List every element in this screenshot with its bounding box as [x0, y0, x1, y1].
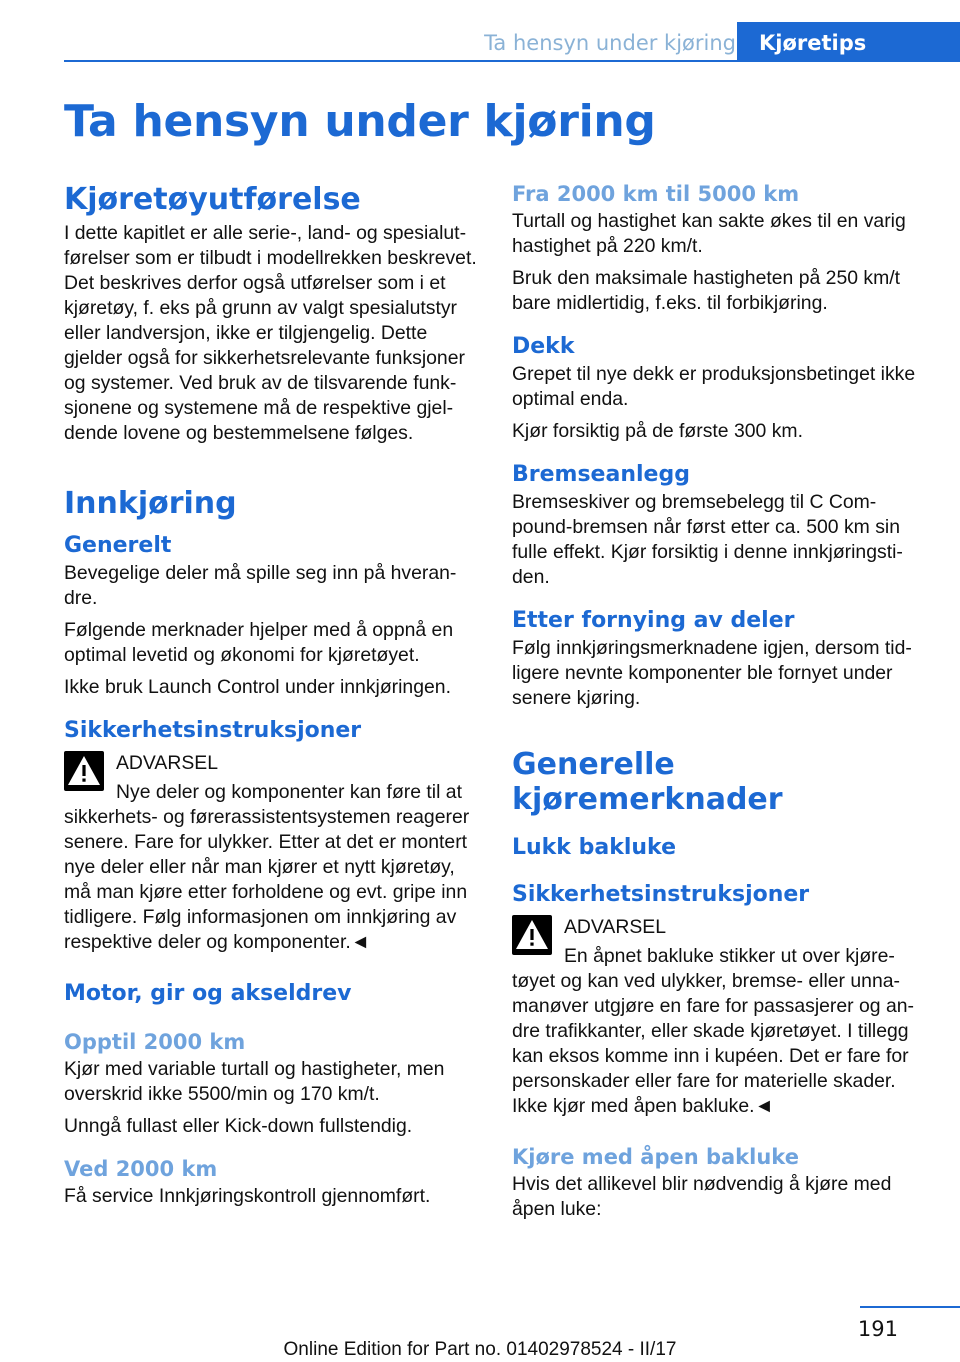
- paragraph-vehicle-version: I dette kapitlet er alle serie-, land- og spesialutførelser som er tilbudt i modellrekken beskrevet. Det beskrives derfor også utførelser som i et kjøretøy, f. eks på grunn av valgt spesialutstyr eller landversjon, ikke er tilgjengelig. Dette gjelder også for sikkerhetsrelevante funksjoner og systemer. Ved bruk av de tilsvarende funksjonene og systemene må de respektive gjeldende lovene og bestemmelsene følges.: [64, 222, 477, 444]
- paragraph-after-renewal: Følg innkjøringsmerknadene igjen, dersom tidligere nevnte komponenter ble fornyet under senere kjøring.: [512, 637, 912, 709]
- paragraph-2000-5000-1: Turtall og hastighet kan sakte økes til en varig hastighet på 220 km/t.: [512, 210, 906, 257]
- warning-text-2-rest: tøyet og kan ved ulykker, bremse- eller unnamanøver utgjøre en fare for passasjerer og andre trafikkanter, eller skade kjøretøyet. I tillegg kan eksos komme inn i kupéen. Det er fare for personskader eller fare for materielle skader. Ikke kjør med åpen bakluke.◄: [512, 970, 915, 1117]
- warning-text-first: Nye deler og komponenter kan føre til at: [116, 781, 462, 803]
- warning-triangle-icon: [512, 915, 552, 955]
- warning-text-2: [512, 944, 930, 1119]
- heading-brakes: Bremseanlegg: [512, 462, 690, 487]
- heading-drive-open-tailgate: Kjøre med åpen bakluke: [512, 1145, 799, 1169]
- right-column: [512, 182, 930, 1229]
- paragraph-general-2: Følgende merknader hjelper med å oppnå en optimal levetid og økonomi for kjøretøyet.: [64, 619, 454, 666]
- footer-rule: [860, 1306, 960, 1308]
- warning-text: [64, 780, 480, 955]
- paragraph-at-2000: Få service Innkjøringskontroll gjennomført.: [64, 1185, 431, 1207]
- left-column: [64, 182, 480, 1216]
- heading-vehicle-version: Kjøretøyutførelse: [64, 182, 361, 217]
- paragraph-general-1: Bevegelige deler må spille seg inn på hverandre.: [64, 562, 457, 609]
- page-title: Ta hensyn under kjøring: [64, 96, 656, 147]
- heading-after-renewal: Etter fornying av deler: [512, 608, 795, 633]
- warning-label: ADVARSEL: [116, 752, 219, 774]
- heading-tires: Dekk: [512, 334, 575, 359]
- edition-footer: Online Edition for Part no. 01402978524 - II/17: [283, 1339, 677, 1360]
- warning-label-2: ADVARSEL: [564, 916, 667, 938]
- warning-block: [64, 751, 480, 955]
- warning-triangle-icon: [64, 751, 104, 791]
- paragraph-tires-2: Kjør forsiktig på de første 300 km.: [512, 420, 803, 442]
- paragraph-up-to-2000-2: Unngå fullast eller Kick-down fullstendig.: [64, 1115, 413, 1137]
- heading-safety-instructions: Sikkerhetsinstruksjoner: [64, 718, 362, 743]
- page-number: 191: [857, 1317, 898, 1341]
- paragraph-brakes: Bremseskiver og bremsebelegg til C Compound-bremsen når først etter ca. 500 km sin fulle effekt. Kjør forsiktig i denne innkjøringstiden.: [512, 491, 903, 588]
- heading-close-tailgate: Lukk bakluke: [512, 835, 676, 860]
- heading-safety-instructions-2: Sikkerhetsinstruksjoner: [512, 882, 810, 907]
- heading-up-to-2000: Opptil 2000 km: [64, 1030, 246, 1054]
- heading-at-2000: Ved 2000 km: [64, 1157, 218, 1181]
- heading-engine: Motor, gir og akseldrev: [64, 981, 352, 1006]
- warning-text-2-first: En åpnet bakluke stikker ut over kjøre: [564, 945, 895, 967]
- heading-general-driving-notes: Generelle kjøremerknader: [512, 747, 783, 817]
- header-chapter-tab: Kjøretips: [737, 22, 960, 62]
- paragraph-general-3: Ikke bruk Launch Control under innkjøringen.: [64, 676, 451, 698]
- warning-text-rest: sikkerhets- og førerassistentsystemen reagerer senere. Fare for ulykker. Etter at det er montert nye deler eller når man kjører et nytt kjøretøy, må man kjøre etter forholdene og evt. gripe inn tidligere. Følg informasjonen om innkjøring av respektive deler og komponenter.◄: [64, 806, 470, 953]
- paragraph-tires-1: Grepet til nye dekk er produksjonsbetinget ikke optimal enda.: [512, 363, 916, 410]
- header-rule: [64, 60, 737, 62]
- heading-run-in: Innkjøring: [64, 486, 237, 521]
- paragraph-up-to-2000-1: Kjør med variable turtall og hastigheter, men overskrid ikke 5500/min og 170 km/t.: [64, 1058, 445, 1105]
- warning-block-2: [512, 915, 930, 1119]
- header-section-title: Ta hensyn under kjøring: [484, 31, 736, 55]
- paragraph-drive-open-tailgate: Hvis det allikevel blir nødvendig å kjøre med åpen luke:: [512, 1173, 892, 1220]
- paragraph-2000-5000-2: Bruk den maksimale hastigheten på 250 km/t bare midlertidig, f.eks. til forbikjøring.: [512, 267, 901, 314]
- heading-general: Generelt: [64, 533, 172, 558]
- heading-2000-5000: Fra 2000 km til 5000 km: [512, 182, 800, 206]
